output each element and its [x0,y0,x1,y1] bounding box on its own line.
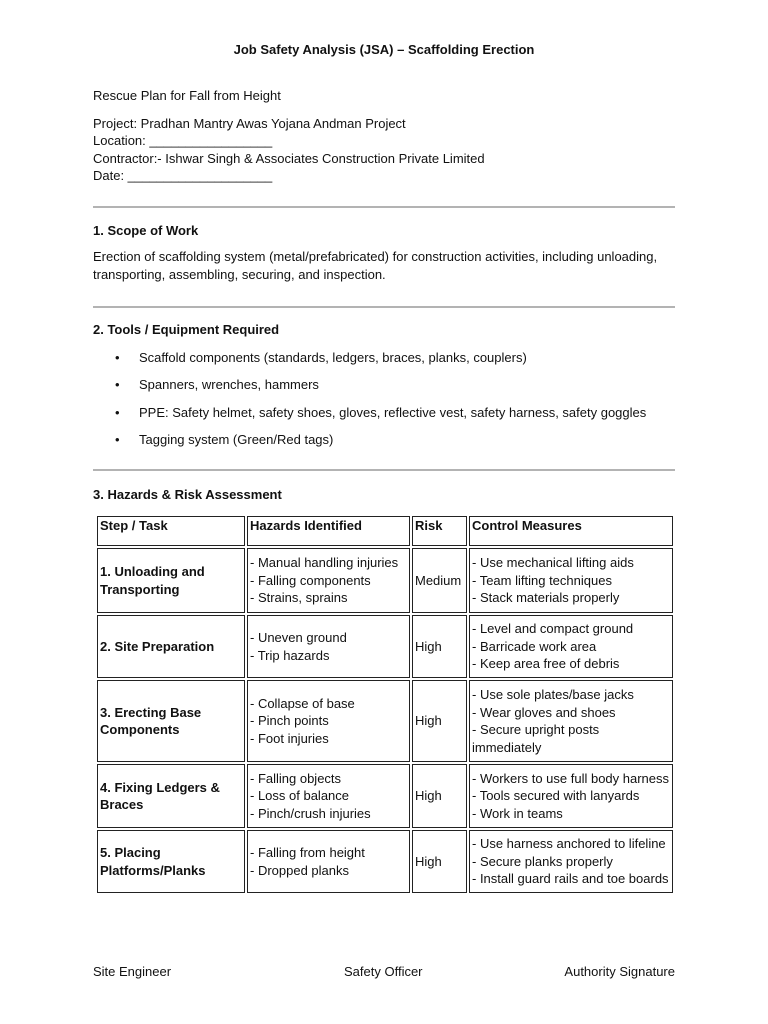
contractor-line: Contractor:- Ishwar Singh & Associates Construction Private Limited [93,151,485,166]
control-item: - Use harness anchored to lifeline [472,836,666,852]
hazard-item: - Manual handling injuries [250,555,399,571]
control-item: - Secure upright posts immediately [472,722,600,755]
bullet-icon: • [115,377,120,392]
hazard-item: - Strains, sprains [250,590,348,606]
site-engineer-signature-label: Site Engineer [93,964,172,979]
hazard-item: - Falling components [250,572,371,588]
risk-cell: High [412,830,467,893]
table-row [97,830,673,893]
control-item: - Tools secured with lanyards [472,788,640,804]
hazard-item: - Collapse of base [250,695,355,711]
control-item: - Keep area free of debris [472,656,620,672]
hazards-cell [247,830,410,893]
column-header-risk: Risk [412,516,467,546]
control-item: - Use mechanical lifting aids [472,555,634,571]
bullet-icon: • [115,405,120,420]
hazard-item: - Foot injuries [250,730,329,746]
column-header-step: Step / Task [97,516,245,546]
controls-cell [469,615,673,678]
hazard-item: - Pinch points [250,713,329,729]
list-item-text: PPE: Safety helmet, safety shoes, gloves, reflective vest, safety harness, safety goggles [139,405,647,420]
hazards-cell [247,615,410,678]
hazard-item: - Dropped planks [250,862,349,878]
table-row [97,548,673,613]
rescue-plan-line: Rescue Plan for Fall from Height [93,88,281,103]
date-line: Date: ____________________ [93,168,273,183]
table-header-row [97,516,673,546]
step-cell: 2. Site Preparation [97,615,245,678]
step-cell: 5. Placing Platforms/Planks [97,830,245,893]
step-cell: 3. Erecting Base Components [97,680,245,762]
control-item: - Stack materials properly [472,590,620,606]
risk-cell: High [412,764,467,828]
bullet-icon: • [115,432,120,447]
location-line: Location: _________________ [93,133,273,148]
divider [93,306,675,308]
control-item: - Use sole plates/base jacks [472,687,634,702]
hazards-table [95,514,675,895]
scope-heading: 1. Scope of Work [93,223,199,238]
divider [93,469,675,471]
column-header-hazards: Hazards Identified [247,516,410,546]
list-item-text: Tagging system (Green/Red tags) [139,432,334,447]
control-item: - Wear gloves and shoes [472,704,616,720]
document-title: Job Safety Analysis (JSA) – Scaffolding Erection [233,42,535,57]
project-line: Project: Pradhan Mantry Awas Yojana Andman Project [93,116,406,131]
hazard-item: - Falling objects [250,770,342,786]
control-item: - Level and compact ground [472,621,634,637]
control-item: - Secure planks properly [472,853,613,869]
hazard-item: - Trip hazards [250,647,330,663]
control-item: - Work in teams [472,805,563,821]
risk-cell: High [412,615,467,678]
table-row [97,680,673,762]
risk-cell: High [412,680,467,762]
safety-officer-signature-label: Safety Officer [344,964,423,979]
table-row [97,615,673,678]
hazards-cell [247,680,410,762]
hazard-item: - Uneven ground [250,630,347,645]
step-cell: 1. Unloading and Transporting [97,548,245,613]
control-item: - Install guard rails and toe boards [472,871,669,887]
step-cell: 4. Fixing Ledgers & Braces [97,764,245,828]
tools-heading: 2. Tools / Equipment Required [93,322,280,337]
risk-cell: Medium [412,548,467,613]
list-item-text: Scaffold components (standards, ledgers, braces, planks, couplers) [139,350,527,365]
hazard-item: - Loss of balance [250,788,350,804]
divider [93,206,675,208]
list-item-text: Spanners, wrenches, hammers [139,377,319,392]
scope-text: Erection of scaffolding system (metal/prefabricated) for construction activities, including unloading, transporting, assembling, securing, and inspection. [93,249,658,282]
control-item: - Workers to use full body harness [472,770,670,786]
hazards-cell [247,548,410,613]
authority-signature-label: Authority Signature [564,964,675,979]
control-item: - Barricade work area [472,638,597,654]
control-item: - Team lifting techniques [472,572,612,588]
hazard-item: - Falling from height [250,845,365,860]
hazard-item: - Pinch/crush injuries [250,805,371,821]
bullet-icon: • [115,350,120,365]
column-header-controls: Control Measures [469,516,673,546]
hazards-cell [247,764,410,828]
hazards-heading: 3. Hazards & Risk Assessment [93,487,282,502]
table-row [97,764,673,828]
controls-cell [469,830,673,893]
controls-cell [469,548,673,613]
controls-cell [469,680,673,762]
controls-cell [469,764,673,828]
